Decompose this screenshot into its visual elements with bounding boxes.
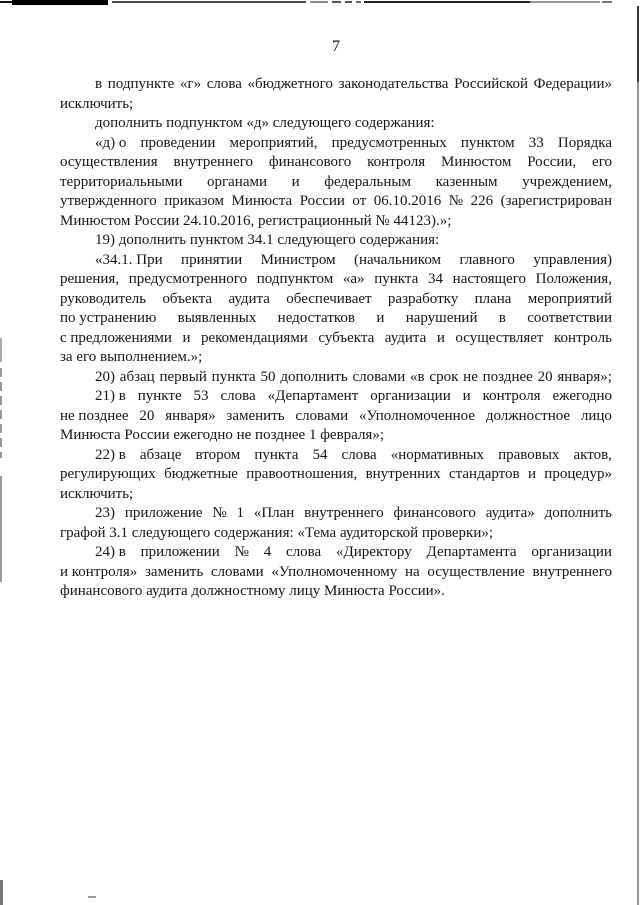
scan-mark [12,0,108,5]
scan-left-edge-artifact [0,338,2,362]
scan-mark [332,1,341,3]
scan-left-edge-artifact [0,880,3,905]
paragraph [60,114,612,134]
text-line: по устранению выявленных недостатков и нарушений в соответствии [60,310,612,326]
scan-mark [310,1,328,3]
text-line: 23) приложение № 1 «План внутреннего финансового аудита» дополнить [95,505,612,521]
text-line: финансового аудита должностному лицу Минюста России». [60,583,445,599]
text-line: утвержденного приказом Минюста России от 06.10.2016 № 226 (зарегистрирован [60,193,612,209]
text-line: Минюстом России 24.10.2016, регистрационный № 44123).»; [60,212,452,229]
text-line: осуществления внутреннего финансового контроля Минюстом России, его [60,154,612,170]
document-body [60,75,612,602]
text-line: 19) дополнить пунктом 34.1 следующего содержания: [95,232,440,248]
page-number: 7 [332,38,340,55]
paragraph [60,251,612,368]
text-line: не позднее 20 января» заменить словами «Уполномоченное должностное лицо [60,407,612,424]
text-line: дополнить подпунктом «д» следующего содержания: [95,115,435,131]
paragraph [60,446,612,505]
text-line: за его выполнением.»; [60,349,203,365]
scan-mark [356,1,361,3]
scan-left-edge-artifact [0,368,2,458]
paragraph [60,75,612,114]
paragraph [60,134,612,232]
text-line: 21) в пункте 53 слова «Департамент организации и контроля ежегодно [95,388,612,404]
scan-top-edge-artifact [0,0,640,7]
text-line: регулирующих бюджетные правоотношения, внутренних стандартов и процедур» [60,466,612,482]
scan-mark [88,896,96,898]
scan-mark [602,1,612,3]
paragraph [60,368,612,388]
scan-mark [364,1,530,4]
paragraph [60,543,612,602]
text-line: 22) в абзаце втором пункта 54 слова «нормативных правовых актов, [95,446,612,463]
text-line: решения, предусмотренного подпунктом «а» пункта 34 настоящего Положения, [60,271,612,287]
text-line: графой 3.1 следующего содержания: «Тема аудиторской проверки»; [60,524,494,541]
text-line: руководитель объекта аудита обеспечивает разработку плана мероприятий [60,290,612,307]
text-line: с предложениями и рекомендациями субъекта аудита и осуществляет контроль [60,329,612,346]
paragraph [60,504,612,543]
text-line: Минюста России ежегодно не позднее 1 февраля»; [60,427,384,443]
scan-mark [530,1,600,3]
text-line: исключить; [60,95,134,112]
text-line: территориальными органами и федеральным казенным учреждением, [60,173,612,190]
scan-mark [345,1,352,3]
text-line: «34.1. При принятии Министром (начальником главного управления) [95,251,612,268]
text-line: «д) о проведении мероприятий, предусмотренных пунктом 33 Порядка [95,134,612,151]
paragraph [60,231,612,251]
scan-right-edge-artifact [637,6,639,82]
paragraph [60,387,612,446]
scan-right-edge-artifact [637,82,639,905]
scan-left-edge-artifact [0,476,2,582]
text-line: 20) абзац первый пункта 50 дополнить словами «в срок не позднее 20 января»; [95,368,612,385]
text-line: в подпункте «г» слова «бюджетного законодательства Российской Федерации» [95,76,612,92]
text-line: и контроля» заменить словами «Уполномоченному на осуществление внутреннего [60,563,612,580]
text-line: 24) в приложении № 4 слова «Директору Департамента организации [95,544,612,560]
scan-mark [112,1,306,4]
scan-mark [0,1,35,4]
text-line: исключить; [60,485,134,502]
